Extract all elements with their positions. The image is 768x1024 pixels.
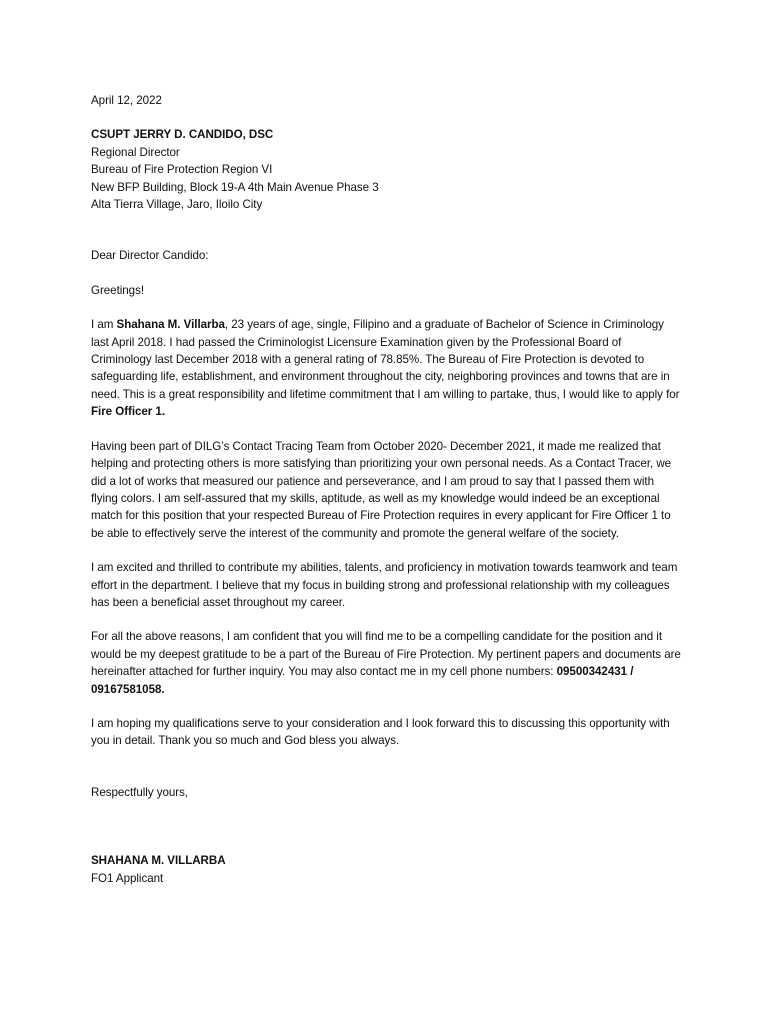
recipient-address-line-2: Alta Tierra Village, Jaro, Iloilo City (91, 198, 263, 212)
cover-letter (91, 92, 681, 887)
paragraph-experience: Having been part of DILG’s Contact Tracing Team from October 2020- December 2021, it made me realized that helping and protecting others is more satisfying than prioritizing your own personal needs. As a Contact Tracer, we did a lot of works that measured our patience and perseverance, and I am proud to say that I passed them with flying colors. I am self-assured that my skills, aptitude, as well as my knowledge would indeed be an exceptional match for this position that your respected Bureau of Fire Protection requires in every applicant for Fire Officer 1 to be able to effectively serve the interest of the community and promote the general welfare of the society. (91, 439, 672, 540)
applicant-name-inline: Shahana M. Villarba (116, 318, 225, 332)
paragraph-introduction (91, 316, 681, 420)
recipient-office: Bureau of Fire Protection Region VI (91, 163, 273, 177)
paragraph-introduction-body: , 23 years of age, single, Filipino and a graduate of Bachelor of Science in Criminology last April 2018. I had passed the Criminologist Licensure Examination given by the Professional Board of Criminology last December 2018 with a general rating of 78.85%. The Bureau of Fire Protection is devoted to safeguarding life, establishment, and environment throughout the city, neighboring provinces and towns that are in need. This is a great responsibility and lifetime commitment that I am willing to partake, thus, I would like to apply for (91, 318, 680, 401)
signature-block (91, 852, 681, 887)
paragraph-motivation: I am excited and thrilled to contribute my abilities, talents, and proficiency in motivation towards teamwork and team effort in the department. I believe that my focus in building strong and professional relationship with my colleagues has been a beneficial asset throughout my career. (91, 561, 678, 609)
paragraph-contact-body: For all the above reasons, I am confident that you will find me to be a compelling candidate for the position and it would be my deepest gratitude to be a part of the Bureau of Fire Protection. My pertinent papers and documents are hereinafter attached for further inquiry. You may also contact me in my cell phone numbers: (91, 630, 681, 679)
paragraph-closing: I am hoping my qualifications serve to your consideration and I look forward this to discussing this opportunity with you in detail. Thank you so much and God bless you always. (91, 716, 670, 748)
greeting: Greetings! (91, 283, 144, 297)
applied-position: Fire Officer 1. (91, 405, 165, 419)
salutation: Dear Director Candido: (91, 249, 209, 263)
recipient-title: Regional Director (91, 145, 180, 159)
paragraph-contact (91, 628, 681, 698)
recipient-name: CSUPT JERRY D. CANDIDO, DSC (91, 128, 274, 142)
recipient-block (91, 126, 681, 213)
signature-title: FO1 Applicant (91, 871, 164, 885)
phone-numbers: 09500342431 / 09167581058. (91, 665, 634, 696)
recipient-address-line-1: New BFP Building, Block 19-A 4th Main Avenue Phase 3 (91, 180, 379, 194)
paragraph-introduction-pre: I am (91, 318, 117, 332)
signature-name: SHAHANA M. VILLARBA (91, 854, 226, 868)
complimentary-close: Respectfully yours, (91, 785, 188, 799)
letter-date: April 12, 2022 (91, 94, 162, 107)
